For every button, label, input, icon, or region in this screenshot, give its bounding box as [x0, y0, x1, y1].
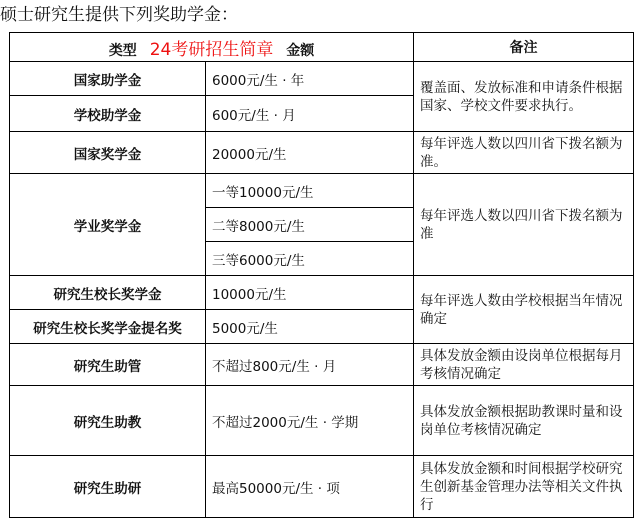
table-header-row — [10, 33, 634, 62]
row-note: 覆盖面、发放标准和申请条件根据国家、学校文件要求执行。 — [414, 62, 634, 132]
row-note: 具体发放金额由设岗单位根据每月考核情况确定 — [414, 344, 634, 386]
row-note: 每年评选人数以四川省下拨名额为准。 — [414, 132, 634, 174]
row-note: 具体发放金额和时间根据学校研究生创新基金管理办法等相关文件执行 — [414, 456, 634, 518]
table-row — [10, 62, 634, 96]
page-heading: 硕士研究生提供下列奖助学金： — [0, 5, 238, 25]
table-row — [10, 344, 634, 386]
row-note: 每年评选人数由学校根据当年情况确定 — [414, 276, 634, 344]
row-amount: 20000元/生 — [206, 132, 414, 174]
table-row — [10, 386, 634, 456]
header-note-label: 备注 — [414, 33, 634, 62]
row-name: 研究生助教 — [10, 386, 206, 456]
row-amount: 二等8000元/生 — [206, 208, 414, 242]
table-row — [10, 276, 634, 310]
row-name: 研究生校长奖学金提名奖 — [10, 310, 206, 344]
row-name: 研究生助管 — [10, 344, 206, 386]
table-row — [10, 132, 634, 174]
scholarship-table — [9, 32, 634, 518]
row-amount: 最高50000元/生 · 项 — [206, 456, 414, 518]
row-note: 每年评选人数以四川省下拨名额为准 — [414, 174, 634, 276]
row-amount: 一等10000元/生 — [206, 174, 414, 208]
table-row — [10, 174, 634, 208]
row-amount: 600元/生 · 月 — [206, 96, 414, 132]
row-name: 学校助学金 — [10, 96, 206, 132]
row-amount: 不超过2000元/生 · 学期 — [206, 386, 414, 456]
row-name: 研究生助研 — [10, 456, 206, 518]
row-amount: 三等6000元/生 — [206, 242, 414, 276]
row-name: 研究生校长奖学金 — [10, 276, 206, 310]
row-amount: 5000元/生 — [206, 310, 414, 344]
promo-text: 24考研招生简章 — [149, 39, 274, 60]
table-row — [10, 456, 634, 518]
header-amount-label: 金额 — [286, 42, 315, 59]
header-type-amount — [10, 33, 414, 62]
row-amount: 6000元/生 · 年 — [206, 62, 414, 96]
header-type-label: 类型 — [108, 42, 137, 59]
row-name: 学业奖学金 — [10, 174, 206, 276]
row-note: 具体发放金额根据助教课时量和设岗单位考核情况确定 — [414, 386, 634, 456]
row-amount: 不超过800元/生 · 月 — [206, 344, 414, 386]
row-name: 国家助学金 — [10, 62, 206, 96]
row-amount: 10000元/生 — [206, 276, 414, 310]
row-name: 国家奖学金 — [10, 132, 206, 174]
